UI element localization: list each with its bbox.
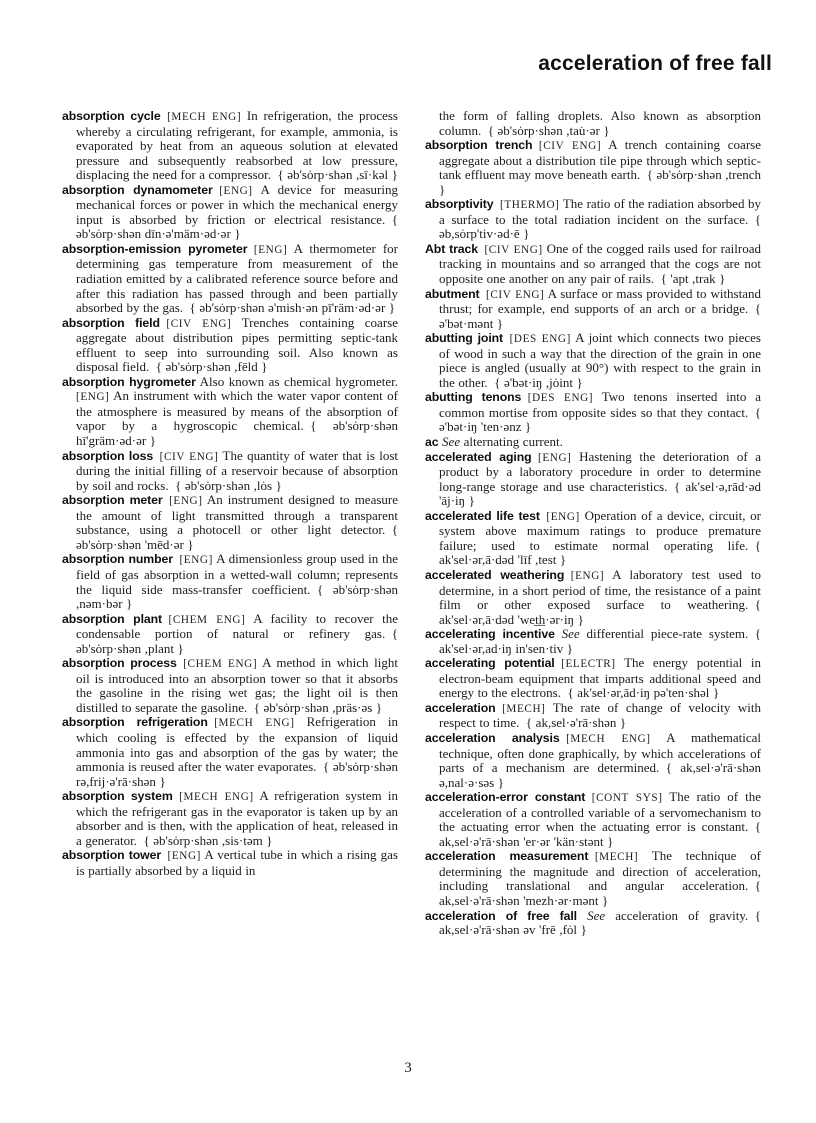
- entry-term: absorptivity: [425, 197, 494, 212]
- pronunciation: { ak'sel·ər,ā·dəd 'līf ,test }: [439, 537, 761, 568]
- entry-term: absorption dynamometer: [62, 182, 213, 197]
- pronunciation: { ak,sel·ə'rā·shən əv 'frē ,fȯl }: [439, 907, 761, 938]
- definition-text: A dimensionless group used in the field of gas absorption in a wetted-wall column; represents the liquid side mass-transfer coefficient.: [76, 551, 398, 597]
- pronunciation: { əb'sȯrp·shən ,tau̇·ər }: [487, 122, 610, 138]
- field-tag: [CHEM ENG]: [168, 613, 246, 626]
- entry-term: absorption process: [62, 656, 177, 671]
- entry-term: absorption tower: [62, 848, 162, 863]
- field-tag: [MECH ENG]: [167, 111, 242, 123]
- dictionary-entry: [425, 731, 761, 790]
- entry-term: absorption trench: [425, 138, 533, 153]
- entry-term: absorption refrigeration: [62, 715, 208, 730]
- definition-text: In refrigeration, the process whereby a circulating refrigerant, for example, ammonia, is evaporated by heat from an aqueous solution at elevated pressure and subsequently reabsorbed at low pressure, displacing the need for a compressor.: [76, 108, 398, 183]
- definition-text: acceleration of gravity.: [615, 907, 749, 923]
- field-tag: [ENG]: [167, 850, 201, 863]
- dictionary-entry: [425, 568, 761, 627]
- pronunciation: { əb'sȯrp·shən ,nəm·bər }: [76, 581, 398, 612]
- field-tag: [MECH]: [502, 702, 546, 715]
- entry-term: accelerating incentive: [425, 627, 555, 642]
- dictionary-entry: [62, 656, 398, 715]
- field-tag: [CIV ENG]: [166, 317, 232, 330]
- running-head: acceleration of free fall: [538, 52, 772, 75]
- entry-term: absorption meter: [62, 493, 163, 508]
- pronunciation: { əb'sȯrp·shən dīn·ə'mäm·əd·ər }: [76, 211, 398, 242]
- dictionary-entry: [62, 183, 398, 242]
- see-reference: See: [587, 907, 606, 923]
- pronunciation: { ak,sel·ə'rā·shən 'mezh·ər·mənt }: [439, 878, 761, 908]
- entry-term: abutting joint: [425, 331, 504, 346]
- definition-text: The rate of change of velocity with respect to time.: [439, 699, 761, 731]
- entry-term: absorption system: [62, 789, 173, 804]
- dictionary-entry: [62, 109, 398, 183]
- entry-term: accelerated weathering: [425, 567, 565, 582]
- definition-text: A laboratory test used to determine, in a short period of time, the resistance of a paint film or other exposed surface to weathering.: [439, 566, 761, 613]
- definition-text: A refrigeration system in which the refrigerant gas in the evaporator is taken up by an absorber and is then, with the application of heat, released in a generator.: [76, 788, 398, 848]
- text-columns: [62, 109, 762, 938]
- entry-term: ac: [425, 435, 439, 450]
- definition-text: differential piece-rate system.: [586, 626, 749, 642]
- definition-text: Two tenons inserted into a common mortise from opposite sides so that they contact.: [439, 389, 761, 420]
- definition-text: A vertical tube in which a rising gas is partially absorbed by a liquid in: [76, 847, 398, 878]
- field-tag: [MECH]: [594, 851, 639, 864]
- dictionary-entry: [425, 435, 761, 450]
- entry-term: absorption-emission pyrometer: [62, 241, 248, 256]
- definition-text: Refrigeration in which cooling is effected by the expansion of liquid ammonia into gas and absorption of the gas by water; the ammonia is reused after the water evaporates.: [76, 714, 398, 775]
- pronunciation: { ə'bət·iŋ ,jȯint }: [494, 374, 583, 390]
- dictionary-entry: [425, 701, 761, 731]
- dictionary-entry: [425, 509, 761, 568]
- field-tag: [THERMO]: [500, 199, 560, 212]
- definition-text: One of the cogged rails used for railroad tracking in mountains and so arranged that the cogs are not opposite one another on any pair of rails.: [439, 240, 761, 287]
- pronunciation: { ak,sel·ə'rā·shən ə,nal·ə·səs }: [439, 760, 762, 790]
- definition-text: A method in which light oil is introduced into an absorption tower so that it absorbs the gasoline in the rising wet gas; the light oil is then distilled to separate the gasoline.: [76, 655, 398, 715]
- dictionary-entry: [425, 450, 761, 509]
- entry-term: absorption hygrometer: [62, 374, 196, 389]
- entry-term: accelerating potential: [425, 656, 555, 671]
- field-tag: [ELECTR]: [561, 658, 616, 671]
- dictionary-entry: [425, 138, 761, 197]
- field-tag: [ENG]: [538, 451, 572, 464]
- page-number: 3: [404, 1060, 412, 1076]
- field-tag: [ENG]: [179, 554, 213, 567]
- definition-text: A facility to recover the condensable portion of natural or refinery gas.: [76, 610, 398, 642]
- dictionary-entry: [62, 612, 398, 657]
- pronunciation: { əb'sȯrp·shən hī'gräm·əd·ər }: [76, 418, 398, 449]
- pronunciation: { əb'sȯrp·shən ,sī·kəl }: [277, 167, 398, 183]
- dictionary-entry: [425, 656, 761, 701]
- entry-term: absorption loss: [62, 448, 154, 463]
- definition-text: A device for measuring mechanical forces or power in which the mechanical energy input is absorbed by friction or electrical resistance.: [76, 181, 398, 227]
- entry-term: acceleration-error constant: [425, 790, 586, 805]
- definition-text: Trenches containing coarse aggregate about distribution pipes permitting septic-tank effluent to seep into surrounding soil. Also known as disposal field.: [76, 314, 398, 375]
- definition-text: A thermometer for determining gas temperature from measurement of the radiation emitted by a calibrated reference source before and after this radiation has passed through and been partially absorbed by the gas.: [76, 240, 398, 316]
- definition-text: Operation of a device, circuit, or system above maximum ratings to produce premature failure; used to estimate normal operating life.: [439, 507, 761, 553]
- dictionary-entry: [425, 790, 761, 849]
- definition-text: Hastening the deterioration of a product by a laboratory procedure in order to determine long-range storage and use characteristics.: [439, 448, 762, 494]
- pronunciation: { əb'sȯrp·shən ,trench }: [439, 167, 761, 197]
- dictionary-entry: [425, 287, 761, 332]
- see-reference: See: [442, 434, 461, 450]
- field-tag: [ENG]: [253, 243, 288, 256]
- pronunciation: { ə'bət·iŋ 'ten·ənz }: [439, 404, 761, 435]
- entry-term: acceleration: [425, 700, 496, 715]
- definition-text: A surface or mass provided to withstand thrust; for example, end supports of an arch or a bridge.: [439, 285, 761, 317]
- dictionary-entry: [425, 331, 761, 390]
- pronunciation: { əb,sȯrp'tiv·əd·ē }: [439, 211, 761, 242]
- field-tag: [DES ENG]: [509, 333, 571, 346]
- definition-text: An instrument designed to measure the amount of light transmitted through a transparent substance, using a photocell or other light detector.: [76, 492, 398, 538]
- pronunciation: { əb'sȯrp·shən ,lȯs }: [175, 477, 282, 493]
- dictionary-entry: [62, 715, 398, 789]
- pronunciation: { əb'sȯrp·shən rə,frij·ə'rā·shən }: [76, 759, 398, 789]
- field-tag: [DES ENG]: [527, 392, 594, 405]
- field-tag: [CIV ENG]: [486, 288, 545, 301]
- field-tag: [CIV ENG]: [484, 243, 543, 256]
- definition-text: An instrument with which the water vapor content of the atmosphere is measured by means of the absorption of vapor by a hygroscopic chemical.: [76, 388, 398, 434]
- definition-text: The technique of determining the magnitude and direction of acceleration, including translational and angular acceleration.: [439, 848, 761, 894]
- pronunciation: { əb'sȯrp·shən ,sis·təm }: [143, 832, 273, 848]
- dictionary-entry: [62, 552, 398, 611]
- pronunciation: { əb'sȯrp·shən ,präs·əs }: [253, 699, 383, 715]
- dictionary-entry: [62, 316, 398, 375]
- definition-text: The ratio of the radiation absorbed by a surface to the total radiation incident on the surface.: [439, 196, 762, 227]
- left-column: [62, 109, 398, 938]
- dictionary-entry: [425, 197, 761, 242]
- definition-text: The ratio of the acceleration of a controlled variable of a servomechanism to the actuating error when the actuating error is constant.: [439, 789, 761, 835]
- definition-text: alternating current.: [463, 434, 563, 450]
- definition-text: Also known as chemical hygrometer.: [199, 373, 398, 389]
- pronunciation: { ak'sel·ə,rād·əd 'āj·iŋ }: [439, 478, 761, 509]
- entry-term: acceleration analysis: [425, 730, 560, 745]
- pronunciation: { əb'sȯrp·shən ,fēld }: [155, 359, 268, 375]
- dictionary-entry: [425, 390, 761, 435]
- entry-term: absorption field: [62, 315, 160, 330]
- pronunciation: { əb'sȯrp·shən 'mēd·ər }: [76, 522, 398, 552]
- field-tag: [ENG]: [76, 391, 110, 404]
- entry-term: accelerated aging: [425, 449, 532, 464]
- entry-term: absorption number: [62, 552, 173, 567]
- definition-text: The quantity of water that is lost during the initial filling of a reservoir because of absorption by soil and rocks.: [76, 447, 398, 493]
- field-tag: [MECH ENG]: [214, 717, 295, 730]
- entry-term: absorption plant: [62, 611, 163, 626]
- field-tag: [ENG]: [219, 184, 253, 197]
- dictionary-entry: [62, 789, 398, 848]
- pronunciation: { ak'sel·ər,ād·iŋ pə'ten·shəl }: [567, 685, 720, 701]
- dictionary-entry: [62, 493, 398, 552]
- pronunciation: { əb'sȯrp·shən ə'mish·ən pī'räm·əd·ər }: [189, 300, 396, 316]
- field-tag: [CIV ENG]: [538, 140, 602, 153]
- dictionary-entry: [62, 375, 398, 449]
- definition-text: A mathematical technique, often done graphically, by which accelerations of parts of a mechanism are determined.: [439, 729, 761, 776]
- pronunciation: { 'apt ,trak }: [660, 271, 726, 287]
- right-column: [425, 109, 761, 938]
- entry-term: absorption cycle: [62, 109, 161, 123]
- dictionary-entry: [425, 849, 761, 908]
- definition-text: The energy potential in electron-beam equipment that imparts additional speed and energy to the electrons.: [439, 655, 761, 701]
- see-reference: See: [561, 626, 580, 642]
- field-tag: [CHEM ENG]: [183, 658, 258, 671]
- field-tag: [CIV ENG]: [159, 450, 219, 463]
- field-tag: [ENG]: [546, 510, 580, 523]
- entry-term: Abt track: [425, 241, 478, 256]
- pronunciation: { ak'sel·ər,ā·dəd 'wet̲h̲·ər·iŋ }: [439, 597, 761, 627]
- field-tag: [ENG]: [570, 569, 605, 582]
- entry-term: acceleration of free fall: [425, 908, 577, 923]
- field-tag: [ENG]: [169, 495, 203, 508]
- entry-continuation: [425, 109, 761, 138]
- definition-text: the form of falling droplets. Also known as absorption column.: [439, 108, 761, 138]
- pronunciation: { əb'sȯrp·shən ,plant }: [76, 626, 398, 656]
- definition-text: A trench containing coarse aggregate about a distribution tile pipe through which septic-tank effluent may move beneath earth.: [439, 137, 761, 183]
- dictionary-entry: [62, 848, 398, 878]
- entry-term: acceleration measurement: [425, 849, 589, 864]
- definition-text: A joint which connects two pieces of wood in such a way that the direction of the grain in one piece is angled (usually at 90°) with respect to the grain in the other.: [439, 330, 761, 390]
- dictionary-entry: [62, 449, 398, 494]
- dictionary-entry: [62, 242, 398, 316]
- pronunciation: { ak'sel·ər,ad·iŋ in'sen·tiv }: [439, 626, 761, 656]
- entry-term: accelerated life test: [425, 508, 540, 523]
- field-tag: [MECH ENG]: [179, 791, 254, 804]
- entry-term: abutment: [425, 286, 480, 301]
- pronunciation: { ak,sel·ə'rā·shən }: [525, 715, 627, 731]
- entry-term: abutting tenons: [425, 390, 522, 405]
- dictionary-entry: [425, 627, 761, 656]
- pronunciation: { ak,sel·ə'rā·shən 'er·ər 'kän·stənt }: [439, 819, 761, 849]
- dictionary-entry: [425, 242, 761, 287]
- dictionary-entry: [425, 909, 761, 938]
- pronunciation: { ə'bət·mənt }: [439, 301, 761, 331]
- field-tag: [CONT SYS]: [591, 792, 663, 805]
- field-tag: [MECH ENG]: [566, 732, 651, 745]
